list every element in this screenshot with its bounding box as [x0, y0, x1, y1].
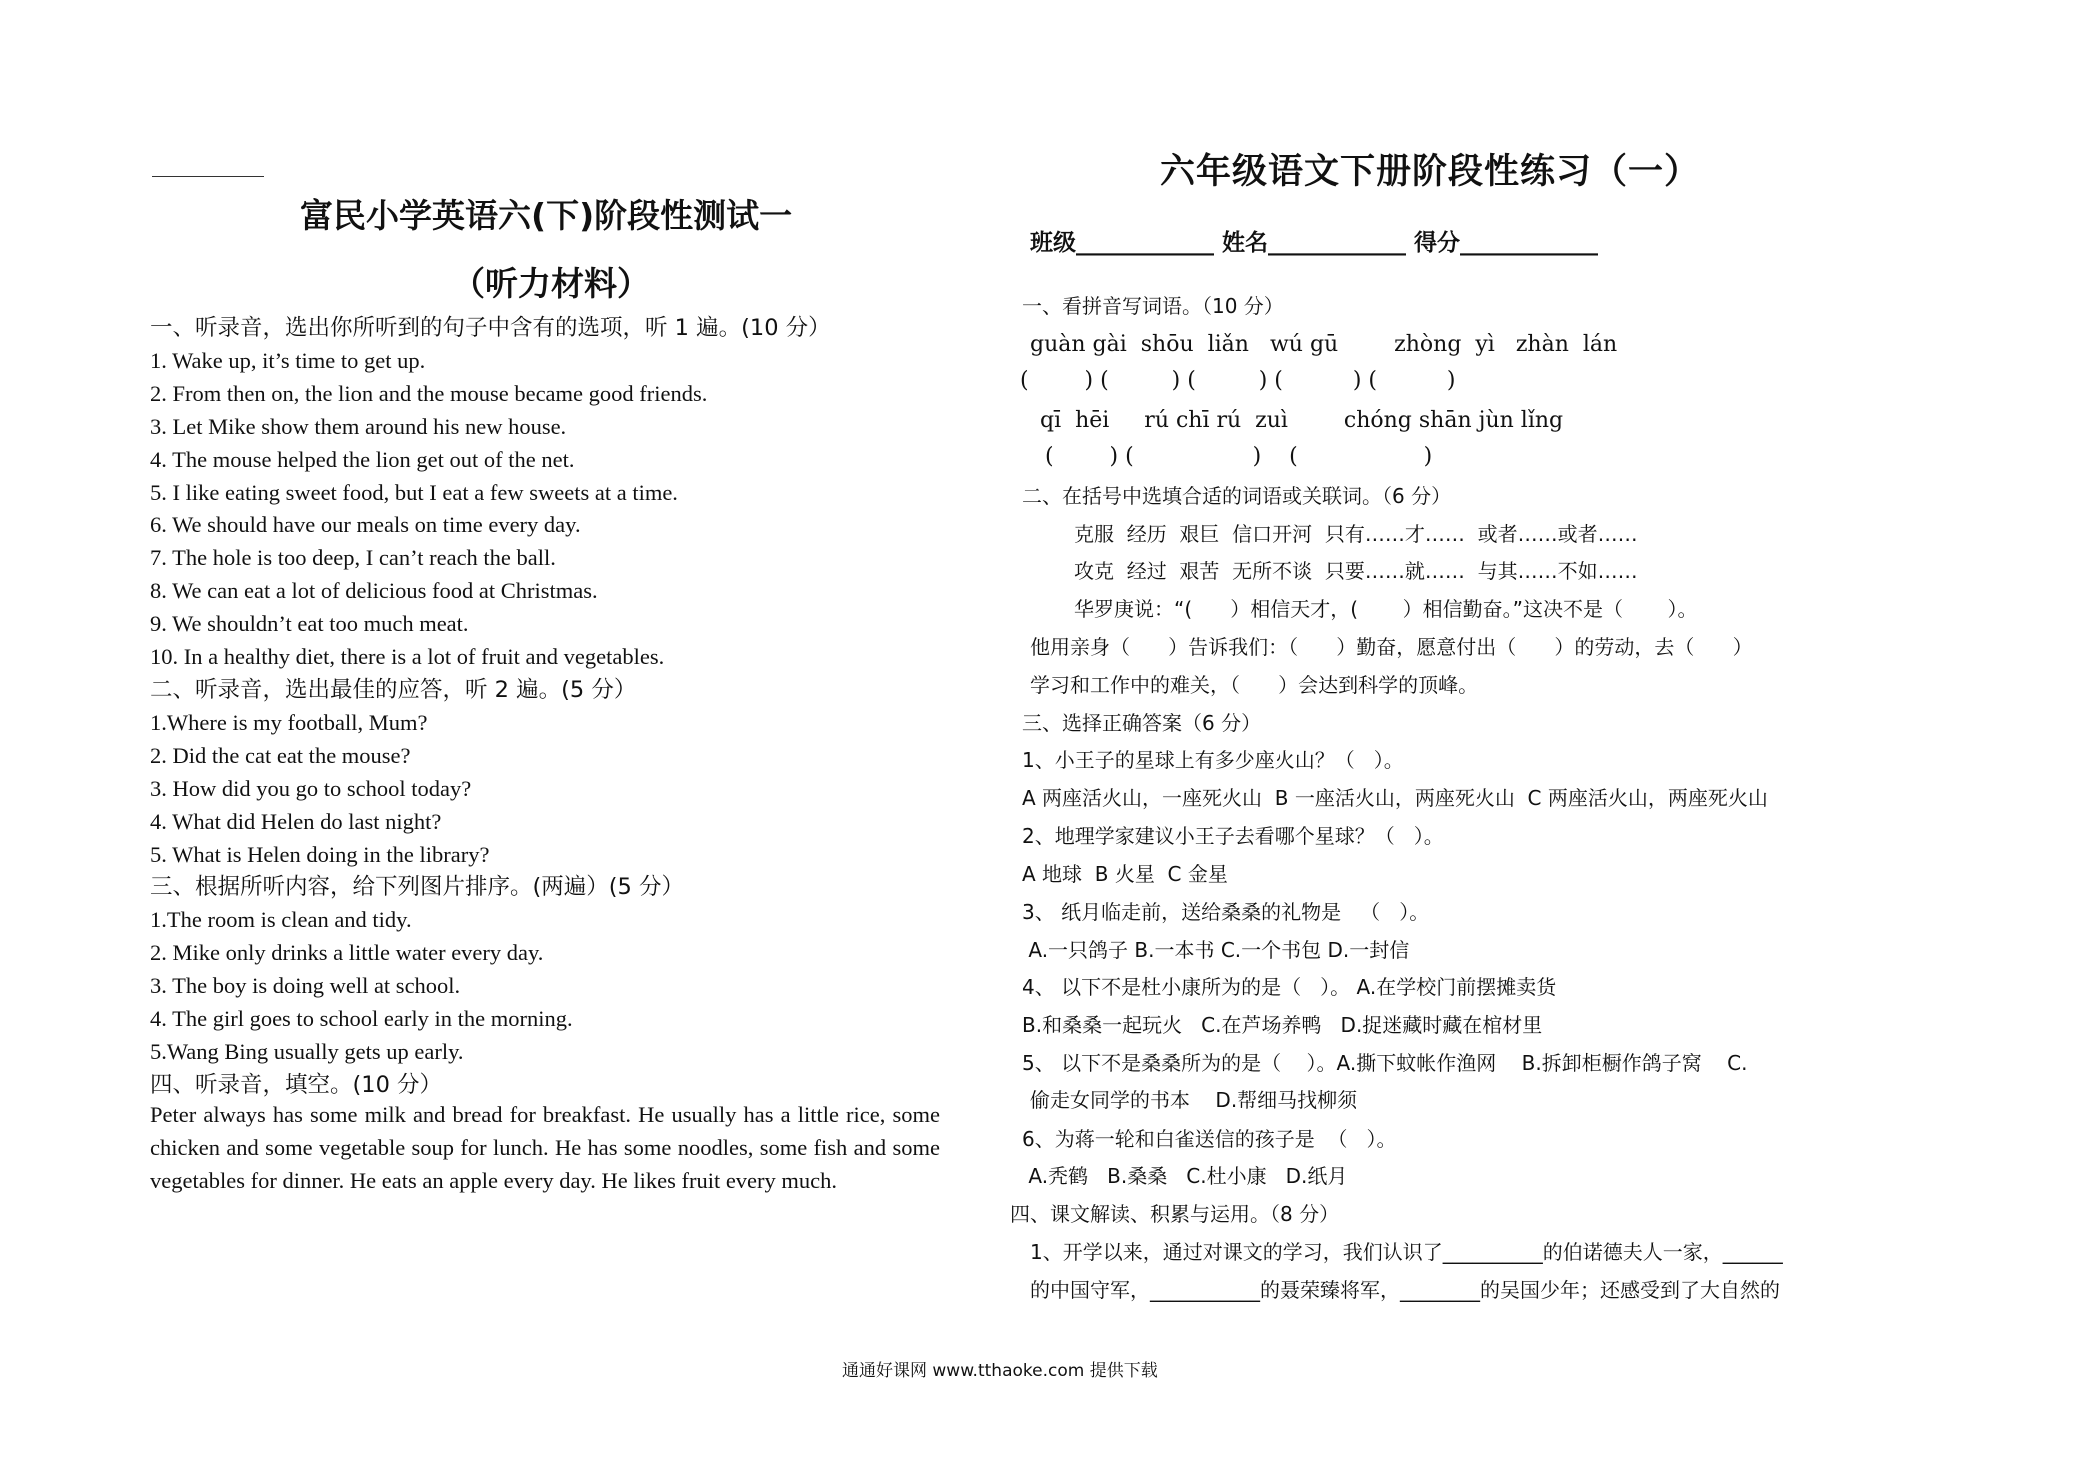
list-item: 3. The boy is doing well at school. — [150, 973, 461, 999]
word-bank-row-2: 攻克 经过 艰苦 无所不谈 只要……就…… 与其……不如…… — [1074, 559, 1638, 583]
q3-4-options: B.和桑桑一起玩火 C.在芦场养鸭 D.捉迷藏时藏在棺材里 — [1022, 1013, 1543, 1037]
q3-1-options: A 两座活火山，一座死火山 B 一座活火山，两座死火山 C 两座活火山，两座死火山 — [1022, 786, 1768, 810]
list-item: 10. In a healthy diet, there is a lot of fruit and vegetables. — [150, 644, 665, 670]
right-title: 六年级语文下册阶段性练习（一） — [1160, 152, 1701, 192]
list-item: 9. We shouldn’t eat too much meat. — [150, 611, 469, 637]
q2-line-1: 华罗庚说：“( ）相信天才，( ）相信勤奋。”这决不是（ ）。 — [1074, 597, 1698, 621]
footer-credit: 通通好课网 www.tthaoke.com 提供下载 — [842, 1361, 1158, 1381]
list-item: 5. I like eating sweet food, but I eat a few sweets at a time. — [150, 479, 678, 505]
q2-line-3: 学习和工作中的难关，（ ）会达到科学的顶峰。 — [1030, 673, 1479, 697]
list-item: 2. Did the cat eat the mouse? — [150, 742, 411, 768]
q3-5-options: 偷走女同学的书本 D.帮细马找柳须 — [1030, 1088, 1358, 1112]
list-item: 1.The room is clean and tidy. — [150, 907, 412, 933]
list-item: 6. We should have our meals on time every day. — [150, 512, 581, 538]
q3-3: 3、 纸月临走前，送给桑桑的礼物是 （ ）。 — [1022, 900, 1430, 924]
word-bank-row-1: 克服 经历 艰巨 信口开河 只有……才…… 或者……或者…… — [1074, 522, 1638, 546]
list-item: 7. The hole is too deep, I can’t reach the ball. — [150, 545, 556, 571]
paren-row-1: ( ) ( ) ( ) ( ) ( ) — [1020, 368, 1456, 393]
section-3-heading: 三、选择正确答案（6 分） — [1022, 711, 1262, 735]
list-item: 3. How did you go to school today? — [150, 775, 472, 801]
list-item: 2. Mike only drinks a little water every day. — [150, 940, 544, 966]
section-2-heading: 二、在括号中选填合适的词语或关联词。（6 分） — [1022, 484, 1452, 508]
q3-2-options: A 地球 B 火星 C 金星 — [1022, 862, 1228, 886]
left-subtitle: （听力材料） — [452, 264, 650, 303]
section-4-heading: 四、课文解读、积累与运用。（8 分） — [1010, 1202, 1340, 1226]
list-item: 4. The girl goes to school early in the morning. — [150, 1006, 573, 1032]
q3-5: 5、 以下不是桑桑所为的是（ ）。A.撕下蚊帐作渔网 B.拆卸柜橱作鸽子窝 C. — [1022, 1051, 1748, 1075]
pinyin-row-2: qī hēi rú chī rú zuì chóng shān jùn lǐng — [1040, 408, 1564, 433]
section-heading: 二、听录音，选出最佳的应答，听 2 遍。(5 分） — [150, 676, 637, 703]
q4-1-line-1: 1、开学以来，通过对课文的学习，我们认识了__________的伯诺德夫人一家，______ — [1030, 1240, 1783, 1264]
corner-dash-line — [152, 176, 264, 177]
q3-1: 1、小王子的星球上有多少座火山？（ ）。 — [1022, 748, 1404, 772]
list-item: 5.Wang Bing usually gets up early. — [150, 1038, 464, 1064]
list-item: 1. Wake up, it’s time to get up. — [150, 347, 426, 373]
list-item: 4. The mouse helped the lion get out of the net. — [150, 446, 575, 472]
left-paragraph: Peter always has some milk and bread for breakfast. He usually has a little rice, some chicken and some vegetable soup for lunch. He has some noodles, some fish and some vegetables for dinner. He eats an apple every day. He likes fruit every much. — [150, 1102, 940, 1193]
list-item: 8. We can eat a lot of delicious food at Christmas. — [150, 578, 598, 604]
q3-4: 4、 以下不是杜小康所为的是（ ）。 A.在学校门前摆摊卖货 — [1022, 975, 1557, 999]
list-item: 5. What is Helen doing in the library? — [150, 841, 490, 867]
q2-line-2: 他用亲身（ ）告诉我们：（ ）勤奋，愿意付出（ ）的劳动，去（ ） — [1030, 635, 1753, 659]
left-title: 富民小学英语六(下)阶段性测试一 — [300, 196, 793, 235]
left-content — [150, 312, 950, 1102]
right-meta: 班级____________ 姓名____________ 得分____________ — [1030, 230, 1599, 256]
q4-1-line-2: 的中国守军，___________的聂荣臻将军，________的吴国少年；还感受到了大自然的 — [1030, 1278, 1780, 1302]
section-heading: 一、听录音，选出你所听到的句子中含有的选项，听 1 遍。(10 分） — [150, 315, 831, 341]
list-item: 4. What did Helen do last night? — [150, 808, 442, 834]
q3-3-options: A.一只鸽子 B.一本书 C.一个书包 D.一封信 — [1022, 938, 1410, 962]
paren-row-2: ( ) ( ) ( ) — [1045, 444, 1433, 469]
q3-2: 2、地理学家建议小王子去看哪个星球？（ ）。 — [1022, 824, 1444, 848]
list-item: 2. From then on, the lion and the mouse became good friends. — [150, 380, 708, 406]
pinyin-row-1: guàn gài shōu liǎn wú gū zhòng yì zhàn lán — [1030, 332, 1618, 357]
q3-6: 6、为蒋一轮和白雀送信的孩子是 （ ）。 — [1022, 1127, 1397, 1151]
section-1-heading: 一、看拼音写词语。（10 分） — [1022, 294, 1284, 318]
section-heading: 四、听录音，填空。(10 分） — [150, 1071, 443, 1098]
q3-6-options: A.秃鹤 B.桑桑 C.杜小康 D.纸月 — [1022, 1164, 1348, 1188]
section-heading: 三、根据所听内容，给下列图片排序。(两遍）(5 分） — [150, 874, 685, 901]
list-item: 1.Where is my football, Mum? — [150, 709, 428, 735]
list-item: 3. Let Mike show them around his new house. — [150, 413, 567, 439]
